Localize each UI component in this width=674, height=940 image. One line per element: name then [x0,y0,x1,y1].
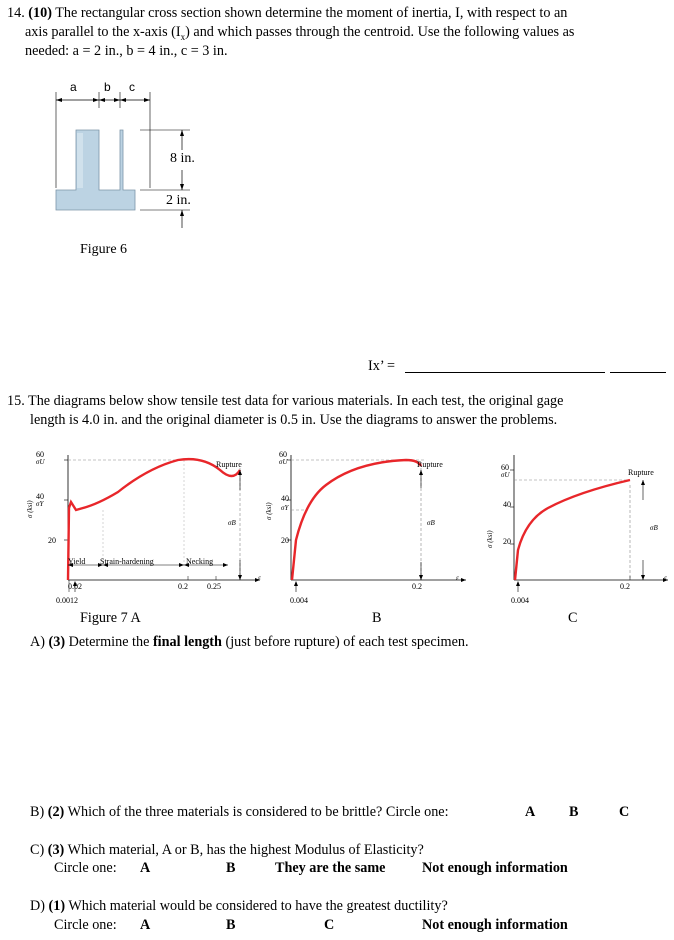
q14-points: (10) [28,5,52,21]
part-a-post: (just before rupture) of each test specimen. [225,634,469,650]
q14-text-2b: ) and which passes through the centroid. Use the following values as [185,24,575,40]
part-d-option-a[interactable]: A [140,917,151,933]
chart-b-y40: 40 [281,494,289,503]
chart-b [256,440,476,610]
chart-c-su: σU [501,471,510,479]
chart-a-y60: 60 [36,450,44,459]
chart-a-necking: Necking [186,557,214,566]
q14-text-2-sub: x [180,31,186,42]
chart-c-y20: 20 [503,537,511,546]
chart-b-y20: 20 [281,536,289,545]
part-c-option-b[interactable]: B [226,860,236,876]
chart-b-sy: σY [281,504,289,512]
part-d-option-not-enough[interactable]: Not enough information [422,917,568,933]
part-a [30,633,469,651]
chart-a-x02: 0.2 [178,582,188,591]
figure-7a-caption: Figure 7 A [80,610,141,626]
part-b-option-a[interactable]: A [525,804,536,820]
chart-a-x002: 0.02 [68,582,82,591]
label-c: c [129,80,135,94]
part-c-option-same[interactable]: They are the same [275,860,386,876]
chart-c-ylabel: σ (ksi) [486,530,494,548]
chart-c-e: ε [664,574,667,582]
chart-b-rupture: Rupture [417,460,443,469]
chart-a-strain-hardening: Strain-hardening [100,557,154,566]
part-b-text: Which of the three materials is considered to be brittle? Circle one: [67,804,449,820]
figure-7-label-c: C [568,610,578,626]
ix-answer-label: Ix’ = [368,358,396,374]
part-b [30,803,449,821]
q14-number: 14. [7,5,25,21]
part-d [30,897,448,915]
chart-b-curve [292,460,421,580]
q14-text-2a: axis parallel to the x-axis (I [25,24,181,40]
part-c [30,841,424,859]
dim-8-in: 8 in. [170,151,195,166]
part-a-pre: Determine the [68,634,150,650]
chart-a-ylabel: σ (ksi) [26,500,34,518]
label-a: a [70,80,77,94]
chart-a-y20: 20 [48,536,56,545]
chart-c-x02: 0.2 [620,582,630,591]
chart-c-sb: σB [650,524,658,532]
chart-a-x025: 0.25 [207,582,221,591]
chart-b-y60: 60 [279,450,287,459]
part-a-points: (3) [48,634,66,650]
part-d-option-b[interactable]: B [226,917,236,933]
chart-b-e: ε [456,574,459,582]
part-c-option-not-enough[interactable]: Not enough information [422,860,568,876]
chart-a-sy: σY [36,500,44,508]
part-d-text: Which material would be considered to have the greatest ductility? [68,898,448,914]
chart-a-x00012: 0.0012 [56,596,78,605]
chart-c-y40: 40 [503,500,511,509]
q14-line1 [7,4,567,22]
q15-line2: length is 4.0 in. and the original diameter is 0.5 in. Use the diagrams to answer the problems. [30,412,558,428]
figure-7-label-b: B [372,610,382,626]
chart-a-su: σU [36,458,45,466]
q15-text-1: The diagrams below show tensile test data for various materials. In each test, the original gage [28,393,564,409]
chart-a-e: ε [258,574,261,582]
part-d-option-c[interactable]: C [324,917,335,933]
q14-line3: needed: a = 2 in., b = 4 in., c = 3 in. [25,43,228,59]
figure-6-caption: Figure 6 [80,242,128,257]
chart-a-sb: σB [228,519,236,527]
chart-c-curve [515,480,630,580]
part-b-points: (2) [47,804,65,820]
part-c-circle-one: Circle one: [54,860,117,876]
q14-text-1: The rectangular cross section shown determine the moment of inertia, I, with respect to an [55,5,568,21]
part-d-circle-one: Circle one: [54,917,117,933]
part-c-option-a[interactable]: A [140,860,151,876]
chart-c-rupture: Rupture [628,468,654,477]
chart-a-y40: 40 [36,492,44,501]
q15-line1 [7,392,563,410]
part-b-label: B) [30,804,45,820]
chart-b-x0004: 0.004 [290,596,308,605]
part-a-bold: final length [152,634,222,650]
part-d-label: D) [30,898,45,914]
chart-b-su: σU [279,458,288,466]
chart-a-rupture: Rupture [216,460,242,469]
part-d-points: (1) [48,898,66,914]
cross-section-shape [56,130,135,210]
chart-b-ylabel: σ (ksi) [265,502,273,520]
chart-c-x0004: 0.004 [511,596,529,605]
ix-answer-line-2[interactable] [610,372,666,373]
part-c-text: Which material, A or B, has the highest Modulus of Elasticity? [67,842,424,858]
chart-b-x02: 0.2 [412,582,422,591]
chart-a-curve [68,459,240,580]
part-a-label: A) [30,634,45,650]
part-c-label: C) [30,842,45,858]
part-c-points: (3) [47,842,65,858]
chart-c-y60: 60 [501,463,509,472]
ix-answer-line[interactable] [405,372,605,373]
part-b-option-b[interactable]: B [569,804,579,820]
label-b: b [104,80,111,94]
part-b-option-c[interactable]: C [619,804,630,820]
dim-2-in: 2 in. [166,193,191,208]
q15-number: 15. [7,393,25,409]
chart-b-sb: σB [427,519,435,527]
chart-a-yield: Yield [68,557,86,566]
